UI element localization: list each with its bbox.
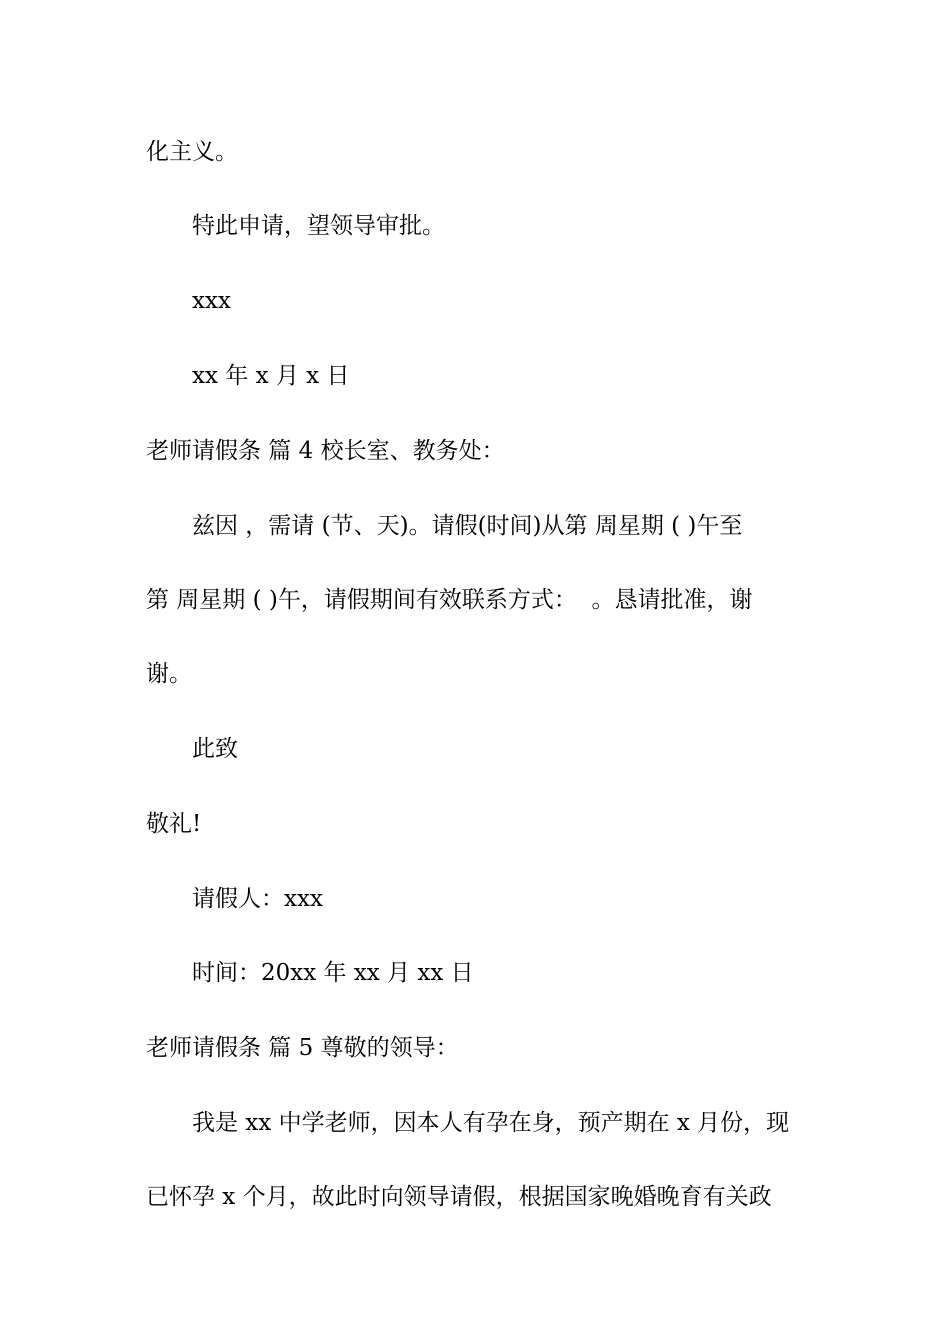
section-heading-4: 老师请假条 篇 4 校长室、教务处： <box>146 438 505 464</box>
text-line-10: 敬礼! <box>146 811 202 837</box>
text-line-1: 化主义。 <box>146 139 238 165</box>
section-heading-5: 老师请假条 篇 5 尊敬的领导： <box>146 1035 459 1061</box>
text-line-8: 谢。 <box>146 661 192 687</box>
text-line-7: 第 周星期 ( )午，请假期间有效联系方式： 。恳请批准，谢 <box>146 587 753 613</box>
text-line-11: 请假人：xxx <box>192 886 323 912</box>
text-line-12: 时间：20xx 年 xx 月 xx 日 <box>192 960 474 986</box>
text-line-2: 特此申请，望领导审批。 <box>192 213 445 239</box>
text-line-3: xxx <box>192 288 231 314</box>
text-line-15: 已怀孕 x 个月，故此时向领导请假，根据国家晚婚晚育有关政 <box>146 1184 772 1210</box>
text-line-9: 此致 <box>192 736 238 762</box>
text-line-4: xx 年 x 月 x 日 <box>192 363 350 389</box>
text-line-14: 我是 xx 中学老师，因本人有孕在身，预产期在 x 月份，现 <box>192 1110 790 1136</box>
text-line-6: 兹因 ，需请 (节、天)。请假(时间)从第 周星期 ( )午至 <box>192 513 743 539</box>
